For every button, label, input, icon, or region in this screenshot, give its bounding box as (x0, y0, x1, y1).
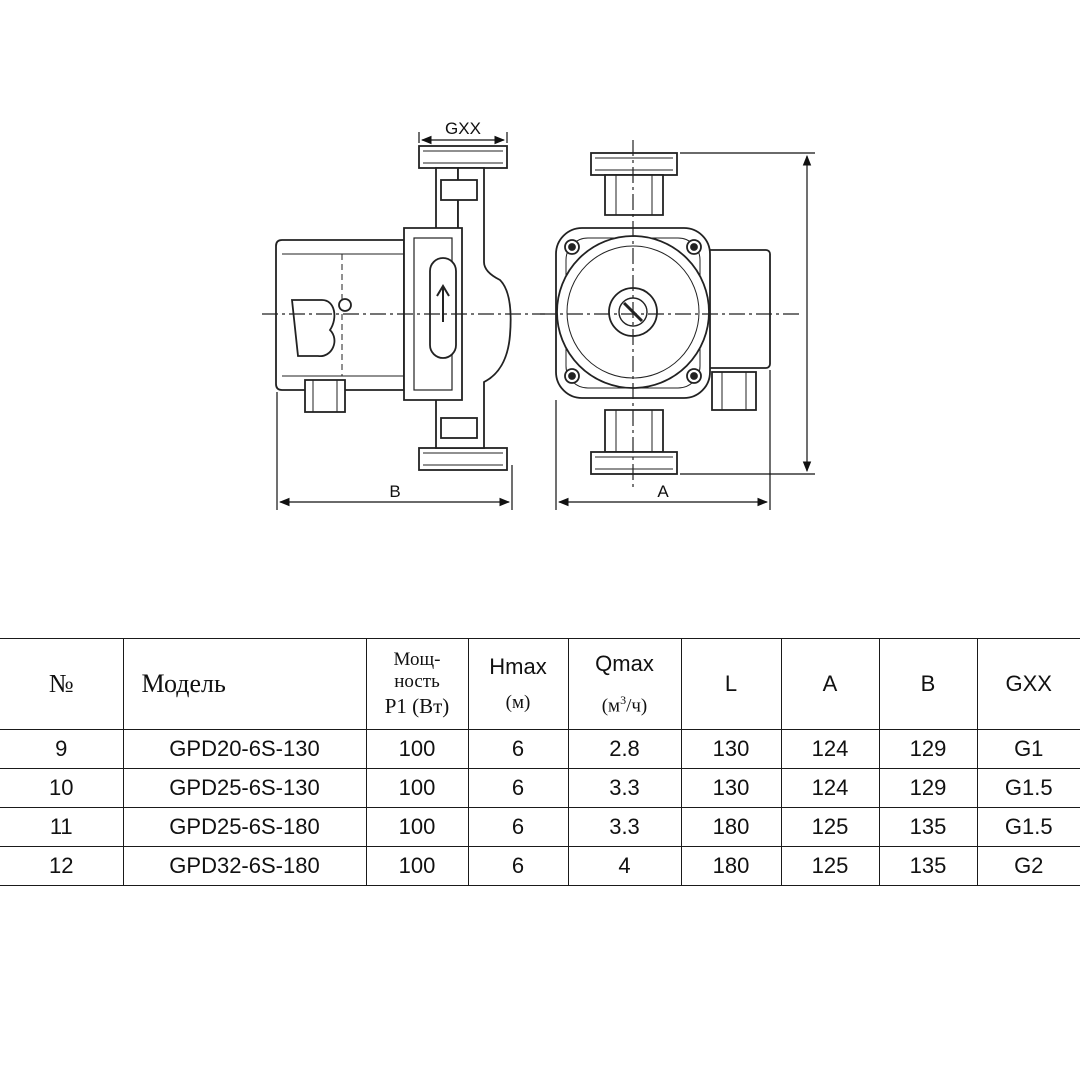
table-row (0, 730, 1080, 769)
cell-hmax: 6 (468, 769, 568, 808)
header-a: A (781, 639, 879, 730)
cell-qmax: 2.8 (568, 730, 681, 769)
header-power: Мощ- ность P1 (Вт) (366, 639, 468, 730)
cell-model: GPD32-6S-180 (123, 847, 366, 886)
cell-b: 135 (879, 808, 977, 847)
cell-b: 129 (879, 769, 977, 808)
pump-side-view (276, 146, 511, 470)
table-row (0, 769, 1080, 808)
cell-model: GPD20-6S-130 (123, 730, 366, 769)
cell-power: 100 (366, 769, 468, 808)
cell-model: GPD25-6S-130 (123, 769, 366, 808)
cell-gxx: G1.5 (977, 769, 1080, 808)
cell-gxx: G1 (977, 730, 1080, 769)
cell-b: 135 (879, 847, 977, 886)
header-l: L (681, 639, 781, 730)
header-gxx: GXX (977, 639, 1080, 730)
header-number: № (0, 639, 123, 730)
cell-a: 125 (781, 808, 879, 847)
cell-power: 100 (366, 730, 468, 769)
header-model: Модель (123, 639, 366, 730)
header-b: B (879, 639, 977, 730)
cell-l: 180 (681, 847, 781, 886)
cell-b: 129 (879, 730, 977, 769)
header-hmax: Hmax (м) (468, 639, 568, 730)
cell-number: 10 (0, 769, 123, 808)
cell-gxx: G2 (977, 847, 1080, 886)
cell-model: GPD25-6S-180 (123, 808, 366, 847)
cell-a: 124 (781, 769, 879, 808)
cell-hmax: 6 (468, 847, 568, 886)
cell-hmax: 6 (468, 808, 568, 847)
table-row (0, 808, 1080, 847)
table-header-row (0, 639, 1080, 730)
cell-number: 9 (0, 730, 123, 769)
dimension-label-gxx: GXX (445, 119, 481, 138)
dimension-label-a: A (657, 482, 669, 501)
cell-gxx: G1.5 (977, 808, 1080, 847)
cell-l: 130 (681, 730, 781, 769)
cell-a: 124 (781, 730, 879, 769)
cell-power: 100 (366, 847, 468, 886)
cell-number: 11 (0, 808, 123, 847)
table-row (0, 847, 1080, 886)
cell-l: 180 (681, 808, 781, 847)
cell-qmax: 3.3 (568, 769, 681, 808)
cell-power: 100 (366, 808, 468, 847)
cell-qmax: 4 (568, 847, 681, 886)
cell-qmax: 3.3 (568, 808, 681, 847)
cell-a: 125 (781, 847, 879, 886)
cell-hmax: 6 (468, 730, 568, 769)
cell-l: 130 (681, 769, 781, 808)
specifications-table (0, 638, 1080, 886)
header-qmax: Qmax $(м^3/ч)$ (568, 639, 681, 730)
cell-number: 12 (0, 847, 123, 886)
dimension-label-b: B (389, 482, 401, 501)
